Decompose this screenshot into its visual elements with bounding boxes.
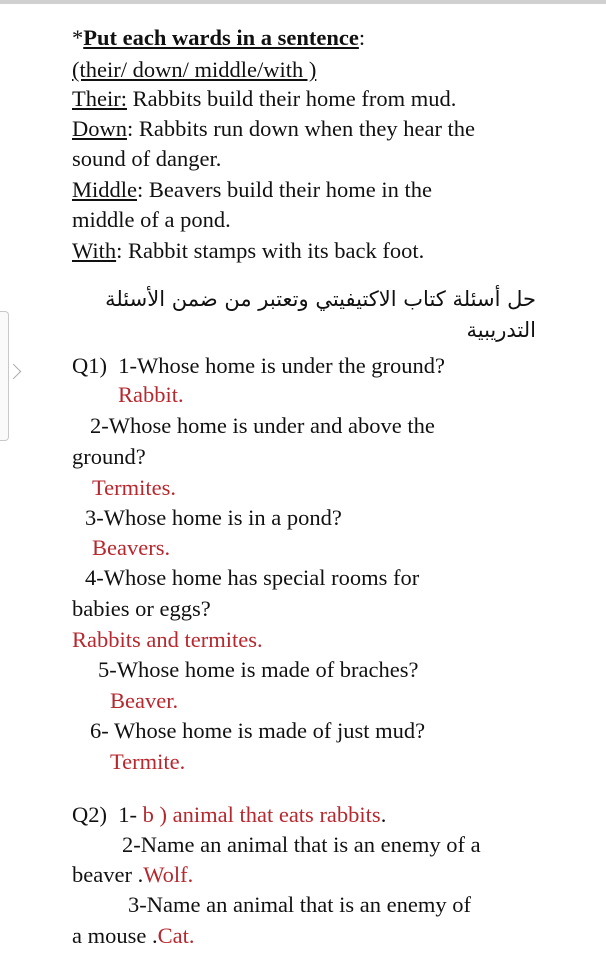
sentence-with: With: Rabbit stamps with its back foot. xyxy=(72,238,425,263)
q1-item-6: 6- Whose home is made of just mud? xyxy=(90,718,426,743)
q1-item-2: 2-Whose home is under and above the xyxy=(90,413,435,438)
q1-answer-3: Beavers. xyxy=(92,535,171,560)
q1-item-3: 3-Whose home is in a pond? xyxy=(85,505,342,530)
q2-item-1: Q2) 1- b ) animal that eats rabbits. xyxy=(72,802,387,827)
q1-answer-6: Termite. xyxy=(110,749,186,774)
side-panel-handle[interactable] xyxy=(0,311,9,441)
top-border xyxy=(0,0,606,4)
section-title: *Put each wards in a sentence: xyxy=(72,25,366,50)
q2-item-2: 2-Name an animal that is an enemy of a xyxy=(122,832,481,857)
q1-answer-5: Beaver. xyxy=(110,688,179,713)
sentence-middle: Middle: Beavers build their home in the xyxy=(72,177,432,202)
arabic-note-line1: حل أسئلة كتاب الاكتيفيتي وتعتبر من ضمن الأسئلة xyxy=(105,287,536,311)
q1-item-2-cont: ground? xyxy=(72,444,146,469)
q1-answer-1: Rabbit. xyxy=(118,382,184,407)
q2-item-3: 3-Name an animal that is an enemy of xyxy=(128,892,472,917)
q1-item-4-cont: babies or eggs? xyxy=(72,596,211,621)
arabic-note-line2: التدريبية xyxy=(466,318,536,342)
q1-item-4: 4-Whose home has special rooms for xyxy=(85,565,420,590)
q2-item-2-cont: beaver .Wolf. xyxy=(72,862,194,887)
word-list: (their/ down/ middle/with ) xyxy=(72,57,317,82)
q1-item-1: Q1) 1-Whose home is under the ground? xyxy=(72,353,446,378)
sentence-their: Their: Rabbits build their home from mud. xyxy=(72,86,457,111)
q1-answer-2: Termites. xyxy=(92,475,177,500)
sentence-middle-cont: middle of a pond. xyxy=(72,207,231,232)
sentence-down-cont: sound of danger. xyxy=(72,146,222,171)
q2-item-3-cont: a mouse .Cat. xyxy=(72,923,195,948)
q1-item-5: 5-Whose home is made of braches? xyxy=(98,657,419,682)
sentence-down: Down: Rabbits run down when they hear the xyxy=(72,116,476,141)
q1-answer-4: Rabbits and termites. xyxy=(72,627,263,652)
